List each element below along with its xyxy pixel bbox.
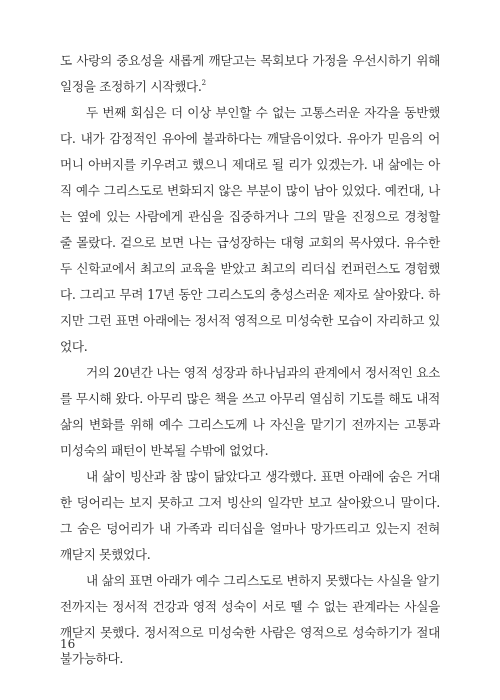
paragraph: 내 삶이 빙산과 참 많이 닮았다고 생각했다. 표면 아래에 숨은 거대한 덩어리는 보지 못하고 그저 빙산의 일각만 보고 살아왔으니 말이다. 그 숨은 덩어리가 내 가족과 리더십을 얼마나 망가뜨리고 있는지 전혀 깨닫지 못했었다. (60, 469, 440, 562)
paragraph: 두 번째 회심은 더 이상 부인할 수 없는 고통스러운 자각을 동반했다. 내가 감정적인 유아에 불과하다는 깨달음이었다. 유아가 믿음의 어머니 아버지를 키우려고 했으니 제대로 될 리가 있겠는가. 내 삶에는 아직 예수 그리스도로 변화되지 않은 부분이 많이 남아 있었다. 예컨대, 나는 옆에 있는 사람에게 관심을 집중하거나 그의 말을 진정으로 경청할 줄 몰랐다. 겉으로 보면 나는 급성장하는 대형 교회의 목사였다. 유수한 두 신학교에서 최고의 교육을 받았고 최고의 리더십 컨퍼런스도 경험했다. 그리고 무려 17년 동안 그리스도의 충성스러운 제자로 살아왔다. 하지만 그런 표면 아래에는 정서적 영적으로 미성숙한 모습이 자리하고 있었다. (60, 105, 440, 354)
footnote-marker: 2 (201, 79, 206, 87)
paragraph-text: 도 사랑의 중요성을 새롭게 깨닫고는 목회보다 가정을 우선시하기 위해 일정을 조정하기 시작했다. (60, 53, 440, 94)
paragraph: 내 삶의 표면 아래가 예수 그리스도로 변하지 못했다는 사실을 알기 전까지는 정서적 건강과 영적 성숙이 서로 뗄 수 없는 관계라는 사실을 깨닫지 못했다. 정서적으로 미성숙한 사람은 영적으로 성숙하기가 절대 불가능하다. (60, 573, 440, 666)
body-text (60, 48, 440, 672)
paragraph: 거의 20년간 나는 영적 성장과 하나님과의 관계에서 정서적인 요소를 무시해 왔다. 아무리 많은 책을 쓰고 아무리 열심히 기도를 해도 내적 삶의 변화를 위해 예수 그리스도께 나 자신을 맡기기 전까지는 고통과 미성숙의 패턴이 반복될 수밖에 없었다. (60, 365, 440, 458)
page-number: 16 (60, 637, 76, 651)
paragraph-continued (60, 48, 440, 100)
